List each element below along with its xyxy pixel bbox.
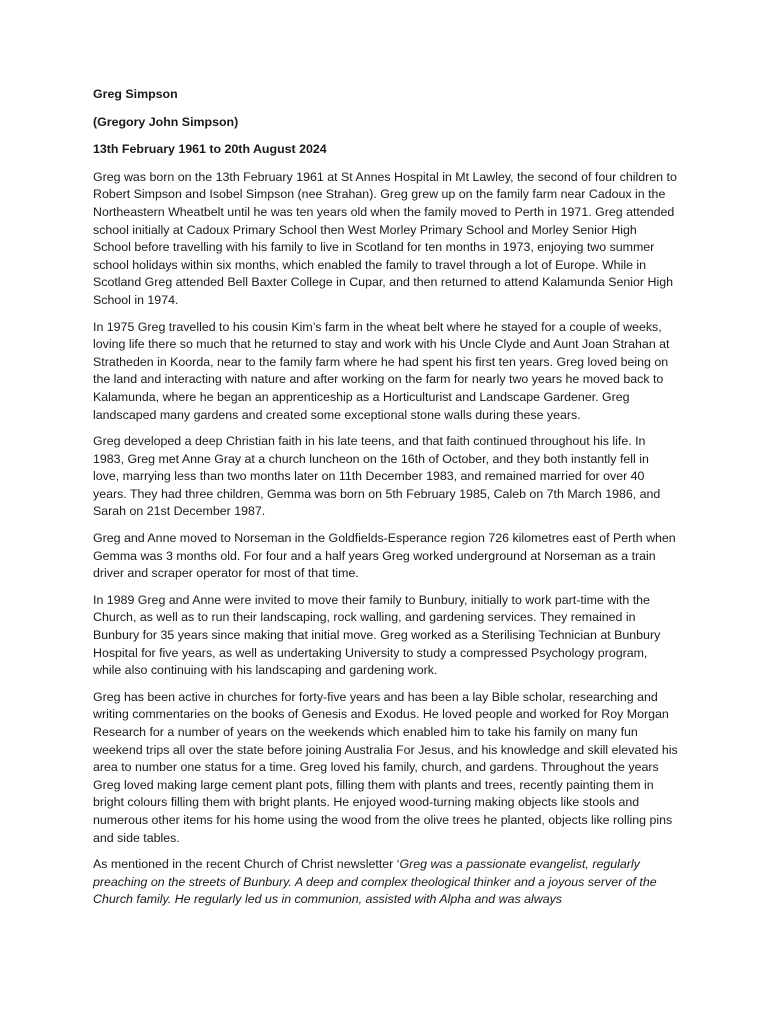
paragraph-early-life: Greg was born on the 13th February 1961 at St Annes Hospital in Mt Lawley, the second of four children to Robert Simpson and Isobel Simpson (nee Strahan). Greg grew up on the family farm near Cadoux in the Northeastern Wheatbelt until he was ten years old when the family moved to Perth in 1971. Greg attended school initially at Cadoux Primary School then West Morley Primary School and Morley Senior High School before travelling with his family to live in Scotland for ten months in 1973, enjoying two summer school holidays within six months, which enabled the family to travel through a lot of Europe. While in Scotland Greg attended Bell Baxter College in Cupar, and then returned to attend Kalamunda Senior High School in 1974. [93,169,677,307]
document-page [93,86,678,918]
newsletter-quote: Greg was a passionate evangelist, regularly preaching on the streets of Bunbury. A deep and complex theological thinker and a joyous server of the Church family. He regularly led us in communion, assisted with Alpha and was always [93,857,657,907]
paragraph-church-work: Greg has been active in churches for forty-five years and has been a lay Bible scholar, researching and writing commentaries on the books of Genesis and Exodus. He loved people and worked for Roy Morgan Research for a number of years on the weekends which enabled him to take his family on many fun weekend trips all over the state before joining Australia For Jesus, and his knowledge and skill elevated his area to number one status for a time. Greg loved his family, church, and gardens. Throughout the years Greg loved making large cement plant pots, filling them with plants and trees, recently painting them in bright colours filling them with bright plants. He enjoyed wood-turning making objects like stools and numerous other items for his home using the wood from the olive trees he planted, objects like rolling pins and side tables. [93,689,678,845]
paragraph-faith-marriage: Greg developed a deep Christian faith in his late teens, and that faith continued throughout his life. In 1983, Greg met Anne Gray at a church luncheon on the 16th of October, and they both instantly fell in love, marrying less than two months later on 11th December 1983, and remained married for over 40 years. They had three children, Gemma was born on 5th February 1985, Caleb on 7th March 1986, and Sarah on 21st December 1987. [93,434,661,519]
paragraph-norseman: Greg and Anne moved to Norseman in the Goldfields-Esperance region 726 kilometres east of Perth when Gemma was 3 months old. For four and a half years Greg worked underground at Norseman as a train driver and scraper operator for most of that time. [93,531,676,581]
document-dates: 13th February 1961 to 20th August 2024 [93,142,327,157]
document-full-name: (Gregory John Simpson) [93,114,239,129]
newsletter-lead-text: As mentioned in the recent Church of Christ newsletter ‘ [93,857,400,872]
document-title: Greg Simpson [93,87,178,101]
paragraph-newsletter [93,856,678,909]
paragraph-farm-years: In 1975 Greg travelled to his cousin Kim’s farm in the wheat belt where he stayed for a couple of weeks, loving life there so much that he returned to stay and work with his Uncle Clyde and Aunt Joan Strahan at Stratheden in Koorda, near to the family farm where he had spent his first ten years. Greg loved being on the land and interacting with nature and after working on the farm for nearly two years he moved back to Kalamunda, where he began an apprenticeship as a Horticulturist and Landscape Gardener. Greg landscaped many gardens and created some exceptional stone walls during these years. [93,319,670,422]
paragraph-bunbury: In 1989 Greg and Anne were invited to move their family to Bunbury, initially to work part-time with the Church, as well as to run their landscaping, rock walling, and gardening services. They remained in Bunbury for 35 years since making that initial move. Greg worked as a Sterilising Technician at Bunbury Hospital for five years, as well as undertaking University to study a compressed Psychology program, while also continuing with his landscaping and gardening work. [93,592,661,678]
